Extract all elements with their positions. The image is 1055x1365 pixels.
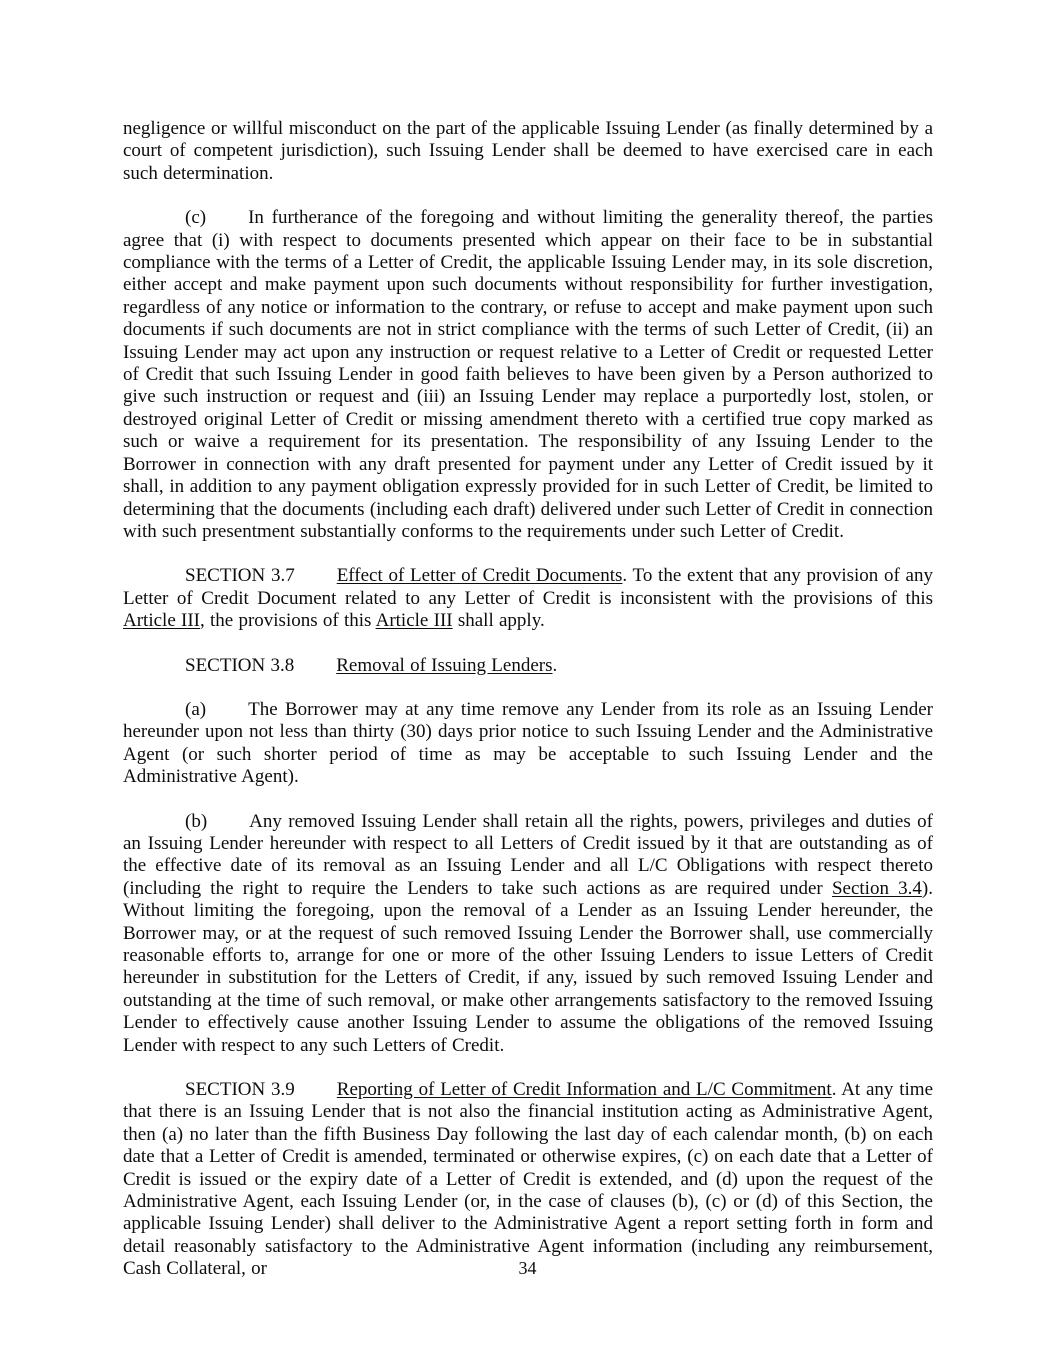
- text-run: .: [552, 654, 558, 676]
- underlined-text: Article III: [123, 610, 200, 632]
- text-run: . To the extent that any provision of any Letter of Credit Document related to any Letter of Credit is inconsistent with the provisions of this: [123, 565, 933, 609]
- paragraph-label: (c): [185, 207, 207, 229]
- text-run: negligence or willful misconduct on the part of the applicable Issuing Lender (as finally determined by a court of competent jurisdiction), such Issuing Lender shall be deemed to have exercised care in each such determination.: [123, 118, 933, 184]
- page-number: 34: [518, 1258, 537, 1278]
- section-3-7: [123, 565, 933, 632]
- text-run: shall apply.: [452, 610, 545, 632]
- text-run: . At any time that there is an Issuing Lender that is not also the financial institution acting as Administrative Agent, then (a) no later than the fifth Business Day following the last day of each calendar month, (b) on each date that a Letter of Credit is amended, terminated or otherwise expires, (c) on each date that a Letter of Credit is issued or the expiry date of a Letter of Credit is extended, and (d) upon the request of the Administrative Agent, each Issuing Lender (or, in the case of clauses (b), (c) or (d) of this Section, the applicable Issuing Lender) shall deliver to the Administrative Agent a report setting forth in form and detail reasonably satisfactory to the Administrative Agent information (including any reimbursement, Cash Collateral, or: [123, 1079, 934, 1280]
- underlined-text: Section 3.4: [831, 877, 922, 899]
- paragraph-label: SECTION 3.8: [185, 654, 295, 676]
- paragraph-continuation: [123, 118, 933, 185]
- paragraph-label: SECTION 3.9: [185, 1079, 295, 1101]
- underlined-text: Effect of Letter of Credit Documents: [336, 565, 623, 587]
- section-3-9: [123, 1079, 933, 1281]
- section-3-8: [123, 655, 933, 677]
- paragraph-label: SECTION 3.7: [185, 565, 295, 587]
- text-run: The Borrower may at any time remove any Lender from its role as an Issuing Lender hereunder upon not less than thirty (30) days prior notice to such Issuing Lender and the Administrative Agent (or such shorter period of time as may be acceptable to such Issuing Lender and the Administrative Agent).: [123, 698, 933, 788]
- paragraph-b: [123, 811, 933, 1057]
- paragraph-a: [123, 699, 933, 789]
- text-run: , the provisions of this: [199, 610, 376, 632]
- paragraph-c: [123, 207, 933, 543]
- underlined-text: Removal of Issuing Lenders: [336, 654, 553, 676]
- document-body: [123, 118, 933, 1303]
- text-run: ). Without limiting the foregoing, upon the removal of a Lender as an Issuing Lender hereunder, the Borrower may, or at the request of such removed Issuing Lender the Borrower shall, use commercially reasonable efforts to, arrange for one or more of the other Issuing Lenders to issue Letters of Credit hereunder in substitution for the Letters of Credit, if any, issued by such removed Issuing Lender and outstanding at the time of such removal, or make other arrangements satisfactory to the removed Issuing Lender to effectively cause another Issuing Lender to assume the obligations of the removed Issuing Lender with respect to any such Letters of Credit.: [123, 877, 933, 1056]
- paragraph-label: (a): [185, 698, 207, 720]
- underlined-text: Reporting of Letter of Credit Information and L/C Commitment: [336, 1079, 832, 1101]
- paragraph-label: (b): [185, 810, 208, 832]
- text-run: Any removed Issuing Lender shall retain all the rights, powers, privileges and duties of an Issuing Lender hereunder with respect to all Letters of Credit issued by it that are outstanding as of the effective date of its removal as an Issuing Lender and all L/C Obligations with respect thereto (including the right to require the Lenders to take such actions as are required under: [123, 810, 933, 899]
- underlined-text: Article III: [375, 610, 453, 632]
- text-run: In furtherance of the foregoing and without limiting the generality thereof, the parties agree that (i) with respect to documents presented which appear on their face to be in substantial compliance with the terms of a Letter of Credit, the applicable Issuing Lender may, in its sole discretion, either accept and make payment upon such documents without responsibility for further investigation, regardless of any notice or information to the contrary, or refuse to accept and make payment upon such documents if such documents are not in strict compliance with the terms of such Letter of Credit, (ii) an Issuing Lender may act upon any instruction or request relative to a Letter of Credit or requested Letter of Credit that such Issuing Lender in good faith believes to have been given by a Person authorized to give such instruction or request and (iii) an Issuing Lender may replace a purportedly lost, stolen, or destroyed original Letter of Credit or missing amendment thereto with a certified true copy marked as such or waive a requirement for its presentation. The responsibility of any Issuing Lender to the Borrower in connection with any draft presented for payment under any Letter of Credit issued by it shall, in addition to any payment obligation expressly provided for in such Letter of Credit, be limited to determining that the documents (including each draft) delivered under such Letter of Credit in connection with such presentment substantially conforms to the requirements under such Letter of Credit.: [123, 207, 934, 542]
